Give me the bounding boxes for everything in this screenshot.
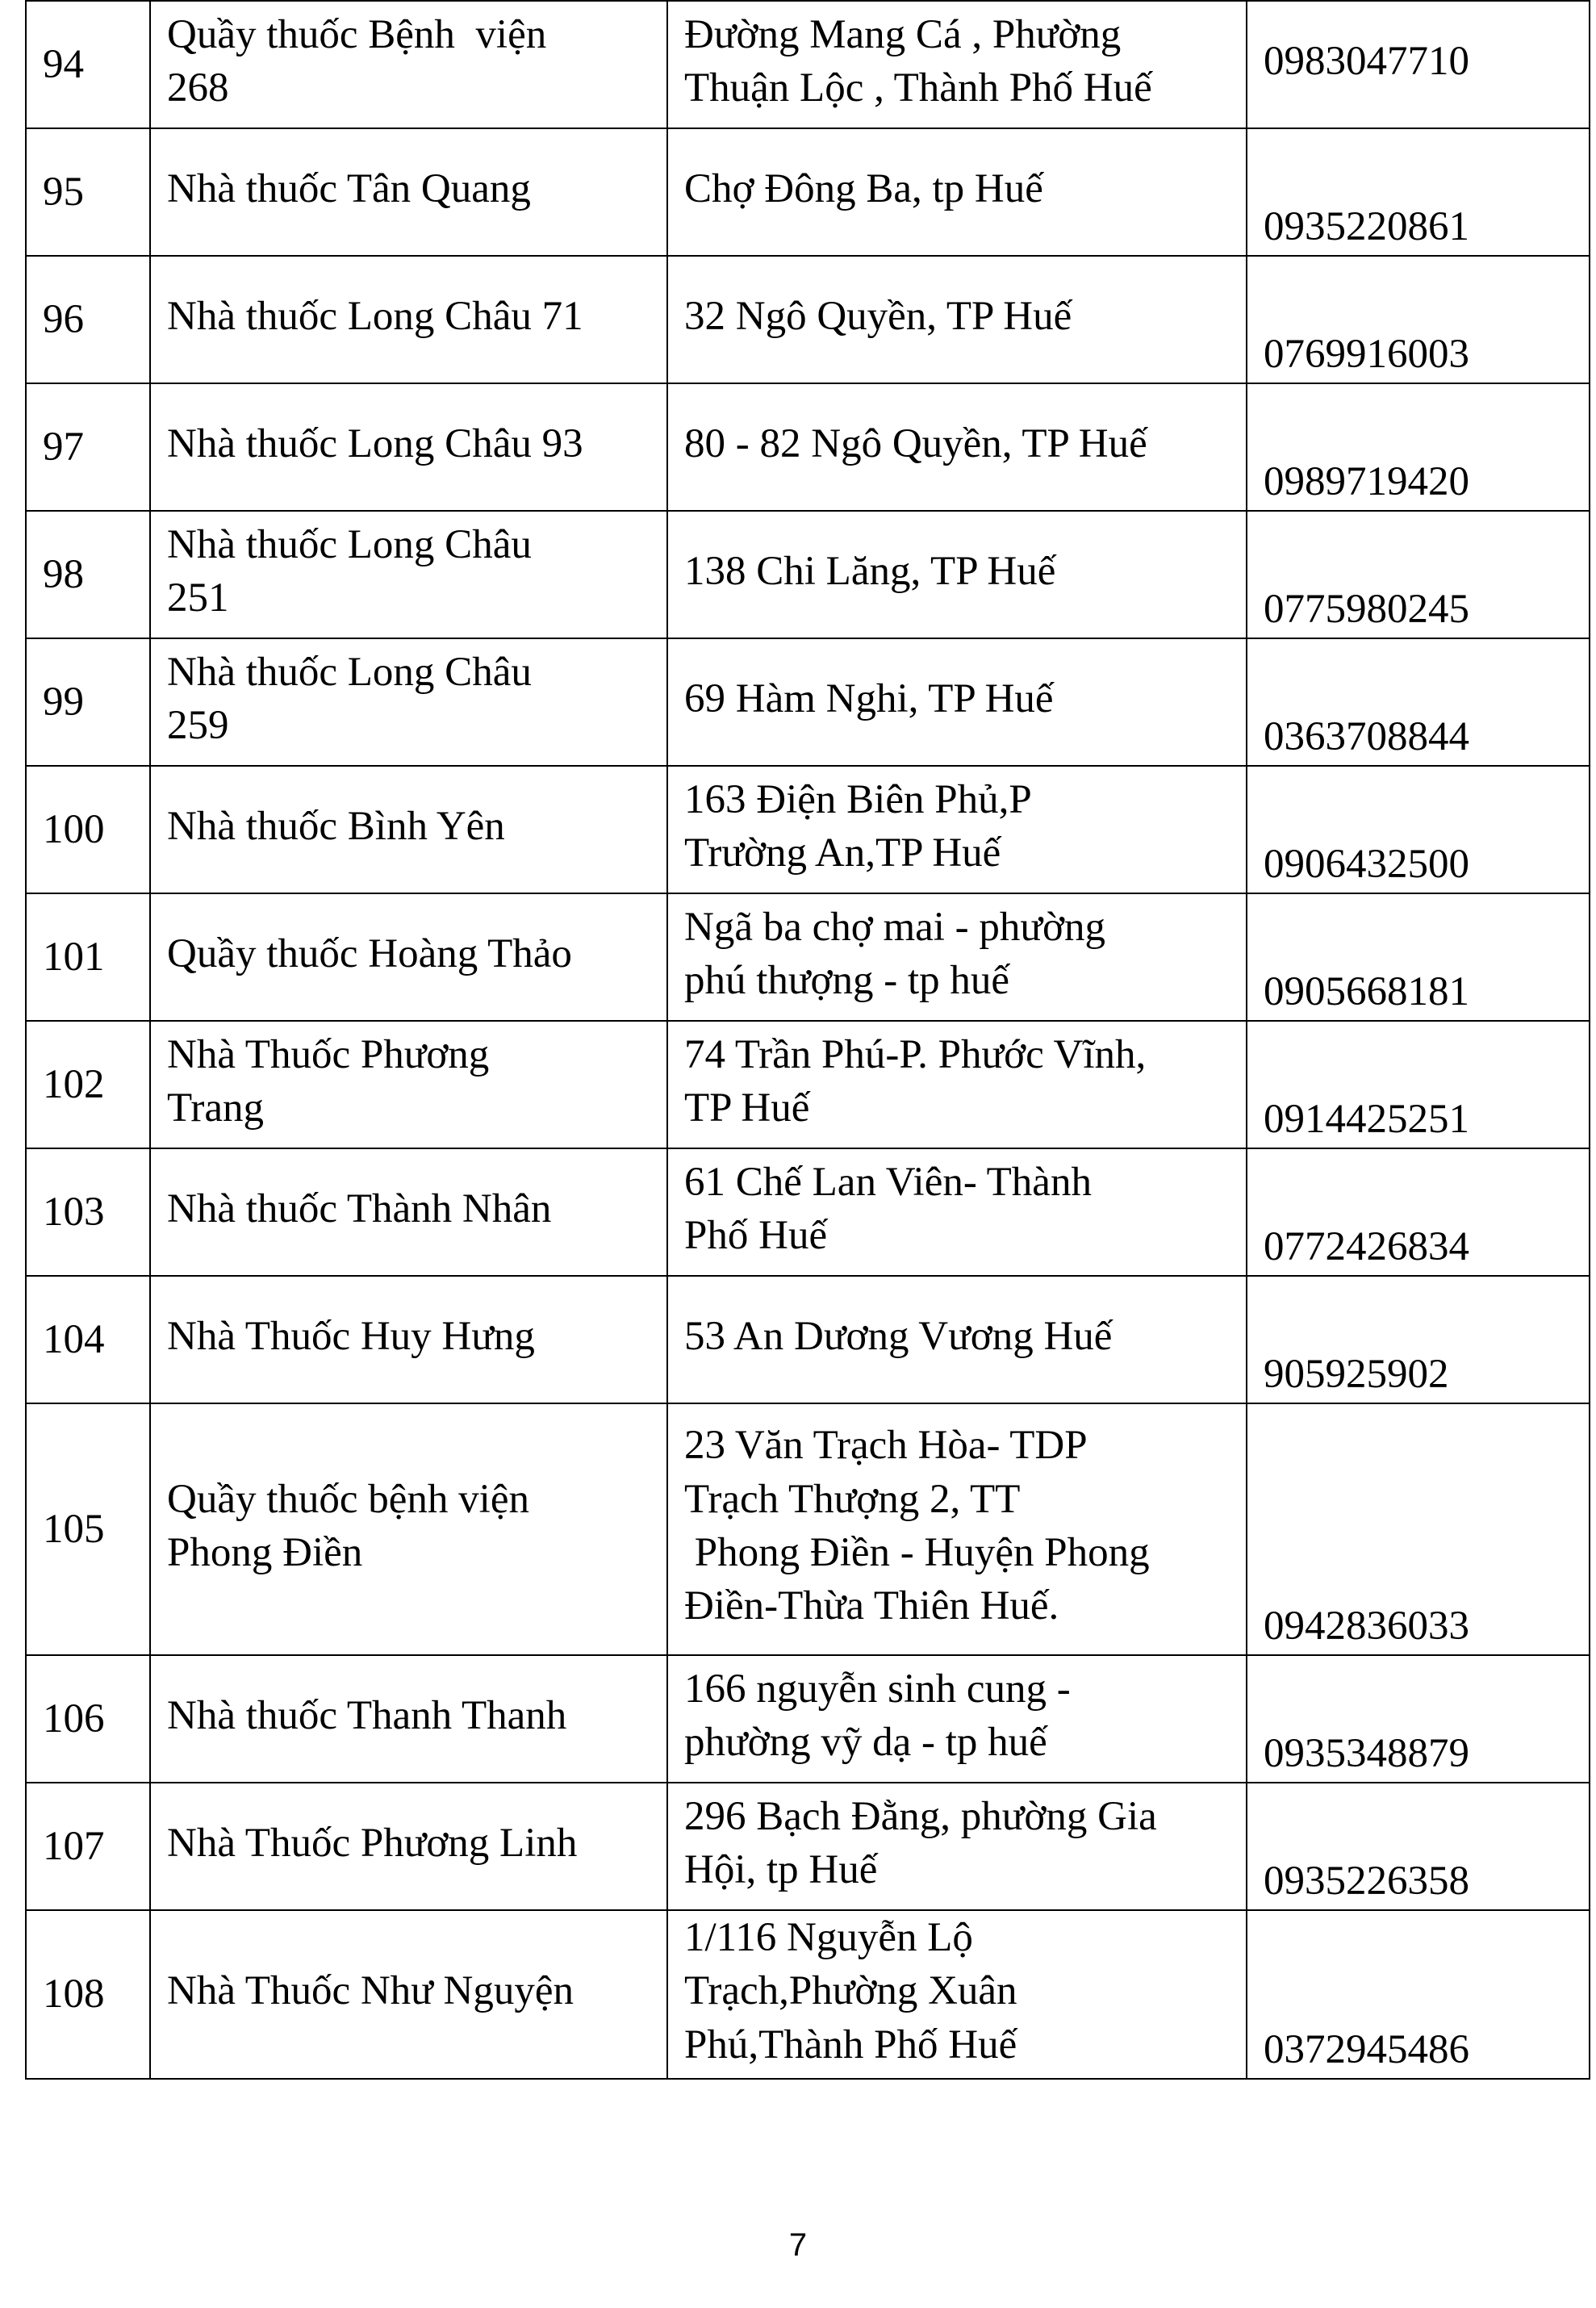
page-number: 7 (788, 2227, 808, 2263)
row-number: 96 (26, 256, 150, 383)
pharmacy-name: Quầy thuốc Bệnh viện 268 (150, 1, 667, 128)
pharmacy-phone: 0775980245 (1247, 511, 1590, 638)
pharmacy-name: Nhà Thuốc Phương Linh (150, 1783, 667, 1910)
pharmacy-phone: 0363708844 (1247, 638, 1590, 766)
pharmacy-address: 61 Chế Lan Viên- Thành Phố Huế (667, 1148, 1247, 1276)
table-row (26, 256, 1590, 383)
pharmacy-name: Nhà thuốc Tân Quang (150, 128, 667, 256)
pharmacy-phone: 0935220861 (1247, 128, 1590, 256)
pharmacy-name: Nhà thuốc Long Châu 93 (150, 383, 667, 511)
pharmacy-address: 32 Ngô Quyền, TP Huế (667, 256, 1247, 383)
row-number: 99 (26, 638, 150, 766)
pharmacy-phone: 0914425251 (1247, 1021, 1590, 1148)
pharmacy-phone: 0372945486 (1247, 1910, 1590, 2079)
pharmacy-address: Đường Mang Cá , Phường Thuận Lộc , Thành Phố Huế (667, 1, 1247, 128)
pharmacy-name: Nhà Thuốc Huy Hưng (150, 1276, 667, 1403)
pharmacy-phone: 0906432500 (1247, 766, 1590, 893)
row-number: 95 (26, 128, 150, 256)
pharmacy-name: Nhà thuốc Long Châu 259 (150, 638, 667, 766)
row-number: 98 (26, 511, 150, 638)
pharmacy-name: Quầy thuốc bệnh viện Phong Điền (150, 1403, 667, 1655)
row-number: 104 (26, 1276, 150, 1403)
pharmacy-name: Nhà thuốc Thành Nhân (150, 1148, 667, 1276)
table-row (26, 1, 1590, 128)
pharmacy-address: 296 Bạch Đằng, phường Gia Hội, tp Huế (667, 1783, 1247, 1910)
row-number: 106 (26, 1655, 150, 1783)
table-row (26, 638, 1590, 766)
pharmacy-phone: 0942836033 (1247, 1403, 1590, 1655)
pharmacy-table-body (26, 1, 1590, 2079)
pharmacy-phone: 905925902 (1247, 1276, 1590, 1403)
pharmacy-phone: 0935226358 (1247, 1783, 1590, 1910)
table-row (26, 1403, 1590, 1655)
table-row (26, 1783, 1590, 1910)
pharmacy-phone: 0989719420 (1247, 383, 1590, 511)
pharmacy-address: 23 Văn Trạch Hòa- TDP Trạch Thượng 2, TT Phong Điền - Huyện Phong Điền-Thừa Thiên Huế. (667, 1403, 1247, 1655)
row-number: 94 (26, 1, 150, 128)
table-row (26, 1276, 1590, 1403)
table-row (26, 1021, 1590, 1148)
pharmacy-phone: 0935348879 (1247, 1655, 1590, 1783)
table-row (26, 128, 1590, 256)
table-row (26, 766, 1590, 893)
row-number: 105 (26, 1403, 150, 1655)
pharmacy-name: Nhà thuốc Bình Yên (150, 766, 667, 893)
table-row (26, 893, 1590, 1021)
row-number: 102 (26, 1021, 150, 1148)
pharmacy-address: 69 Hàm Nghi, TP Huế (667, 638, 1247, 766)
pharmacy-phone: 0769916003 (1247, 256, 1590, 383)
pharmacy-address: Chợ Đông Ba, tp Huế (667, 128, 1247, 256)
table-row (26, 511, 1590, 638)
row-number: 97 (26, 383, 150, 511)
table-row (26, 1655, 1590, 1783)
pharmacy-name: Nhà thuốc Thanh Thanh (150, 1655, 667, 1783)
pharmacy-address: 1/116 Nguyễn Lộ Trạch,Phường Xuân Phú,Thành Phố Huế (667, 1910, 1247, 2079)
row-number: 101 (26, 893, 150, 1021)
row-number: 103 (26, 1148, 150, 1276)
pharmacy-address: 53 An Dương Vương Huế (667, 1276, 1247, 1403)
pharmacy-name: Nhà thuốc Long Châu 71 (150, 256, 667, 383)
pharmacy-phone: 0983047710 (1247, 1, 1590, 128)
pharmacy-address: Ngã ba chợ mai - phường phú thượng - tp huế (667, 893, 1247, 1021)
pharmacy-name: Nhà Thuốc Phương Trang (150, 1021, 667, 1148)
pharmacy-address: 163 Điện Biên Phủ,P Trường An,TP Huế (667, 766, 1247, 893)
pharmacy-name: Nhà Thuốc Như Nguyện (150, 1910, 667, 2079)
pharmacy-address: 80 - 82 Ngô Quyền, TP Huế (667, 383, 1247, 511)
row-number: 100 (26, 766, 150, 893)
pharmacy-address: 166 nguyễn sinh cung - phường vỹ dạ - tp huế (667, 1655, 1247, 1783)
table-row (26, 1148, 1590, 1276)
pharmacy-name: Quầy thuốc Hoàng Thảo (150, 893, 667, 1021)
pharmacy-table (25, 0, 1590, 2080)
row-number: 108 (26, 1910, 150, 2079)
pharmacy-address: 74 Trần Phú-P. Phước Vĩnh, TP Huế (667, 1021, 1247, 1148)
pharmacy-phone: 0905668181 (1247, 893, 1590, 1021)
row-number: 107 (26, 1783, 150, 1910)
pharmacy-phone: 0772426834 (1247, 1148, 1590, 1276)
pharmacy-name: Nhà thuốc Long Châu 251 (150, 511, 667, 638)
table-row (26, 383, 1590, 511)
pharmacy-address: 138 Chi Lăng, TP Huế (667, 511, 1247, 638)
table-row (26, 1910, 1590, 2079)
